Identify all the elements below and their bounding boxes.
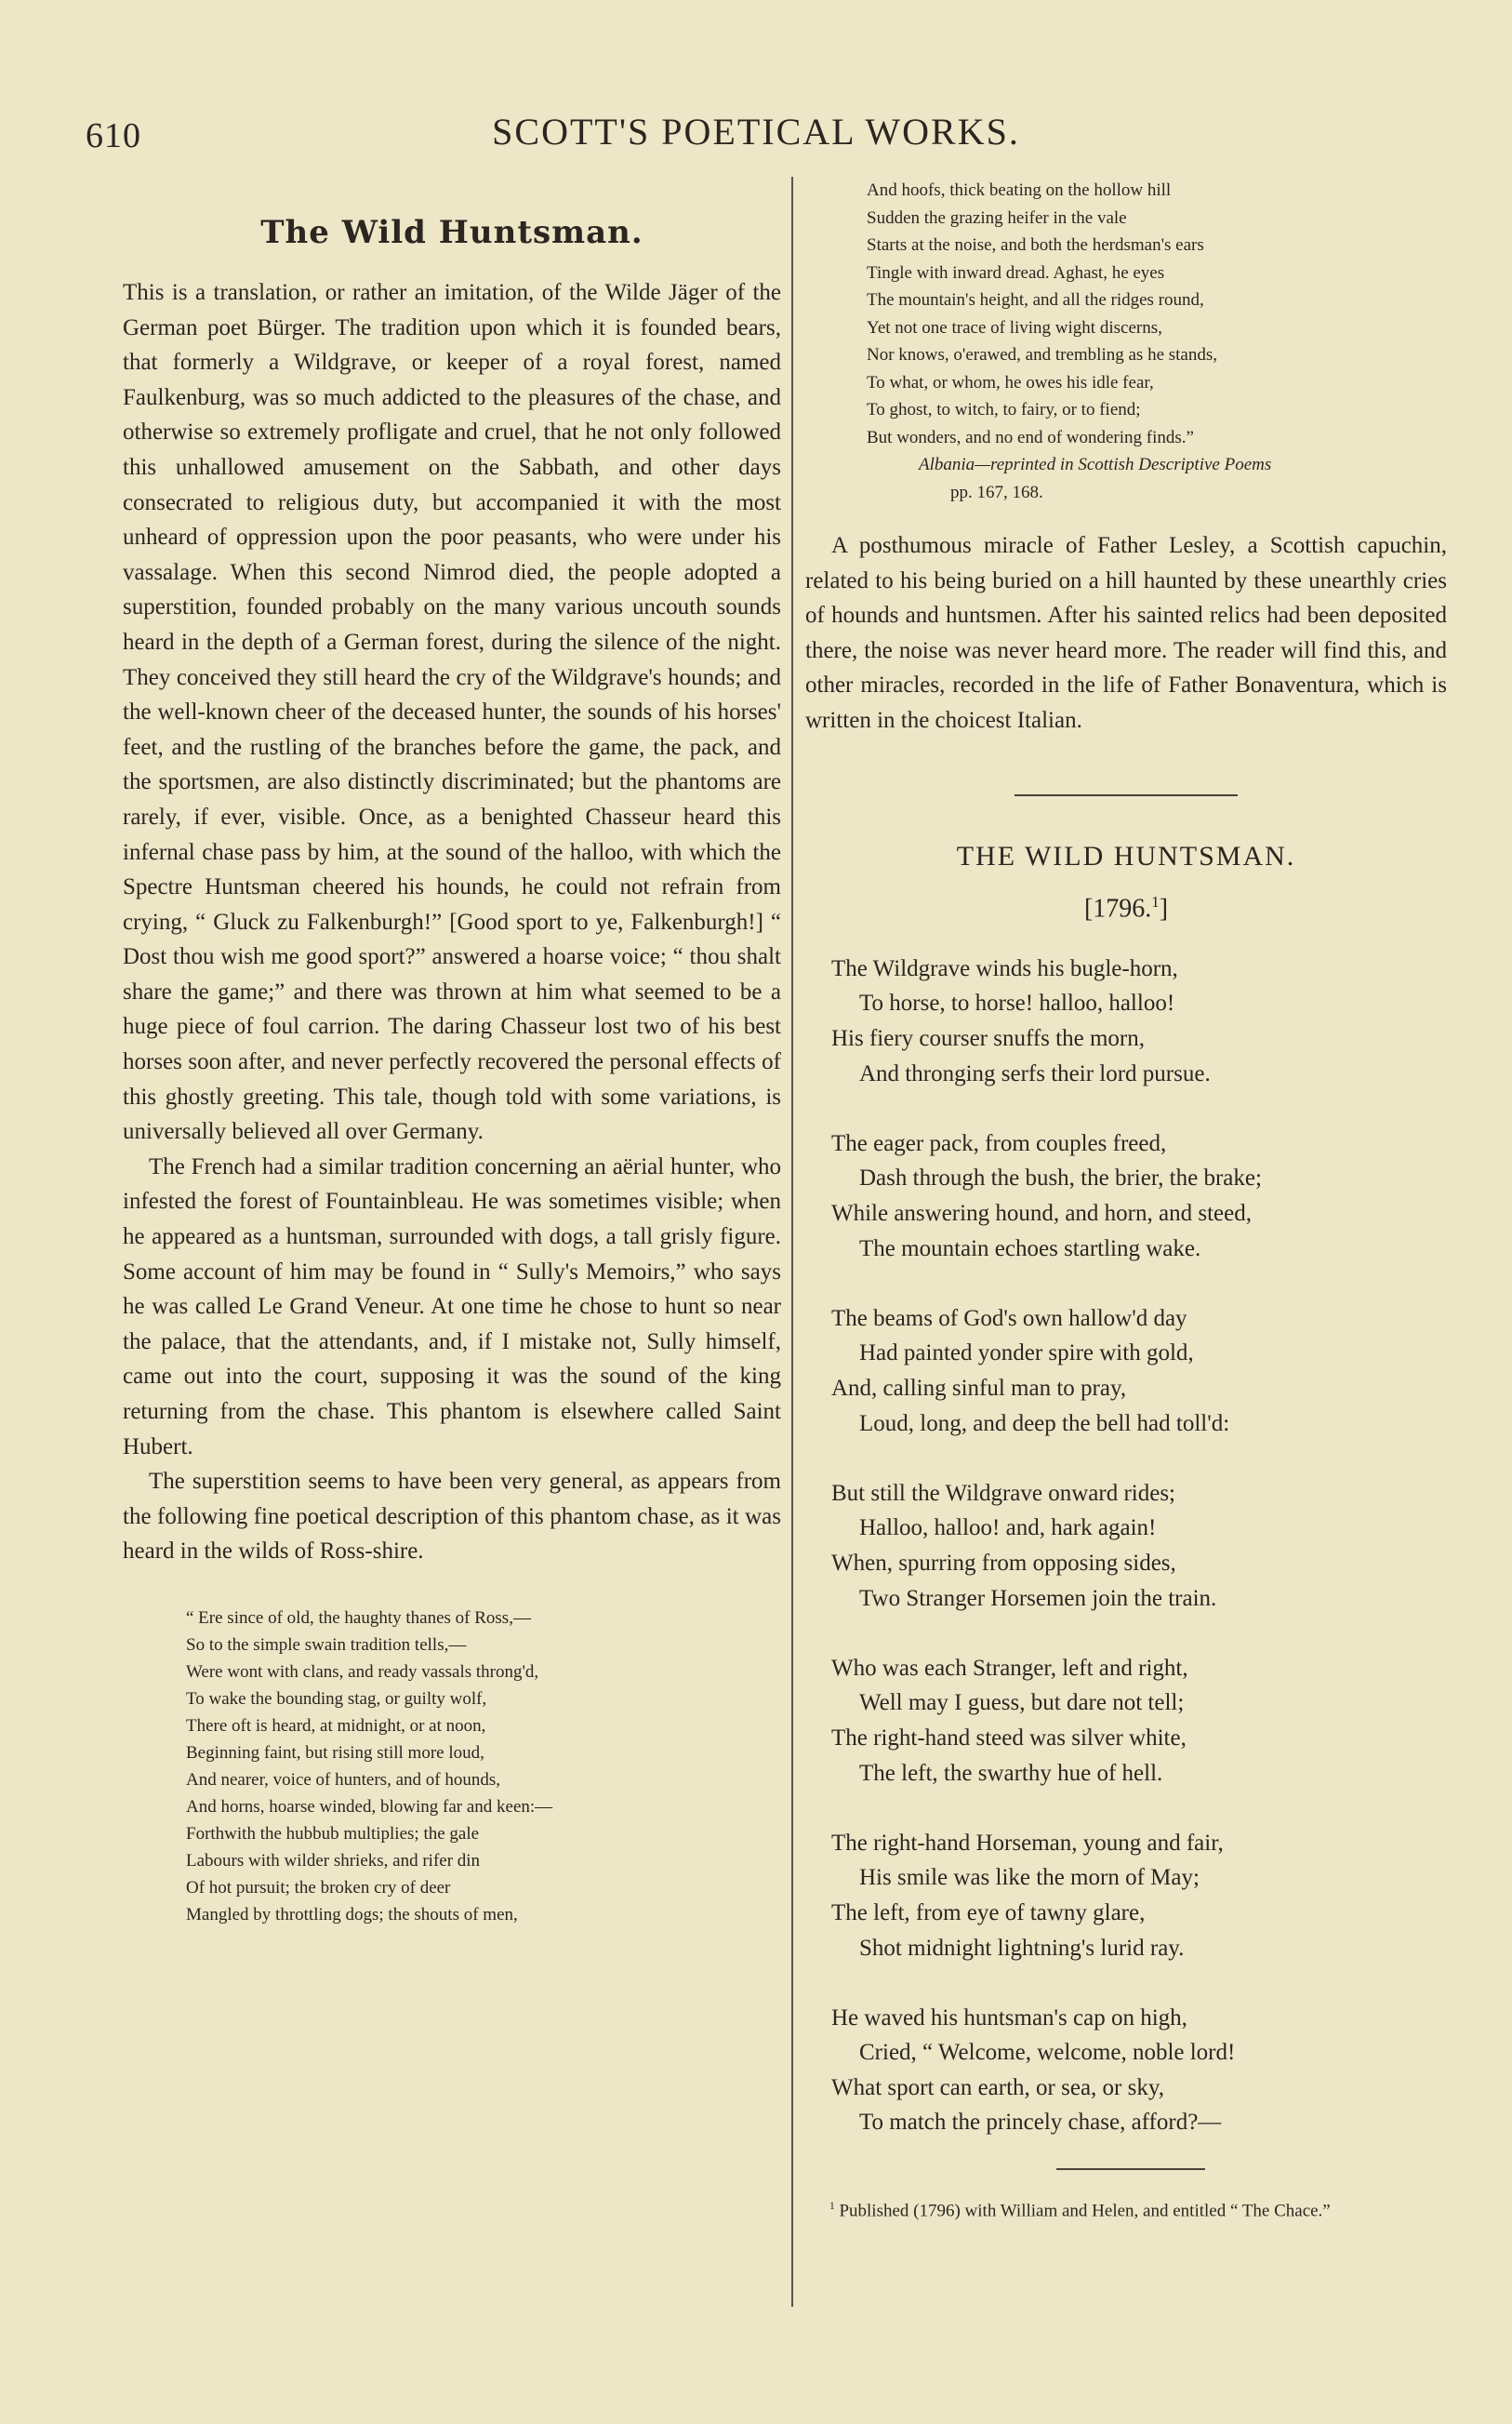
poem-stanza xyxy=(831,2001,1447,2140)
poem-title: THE WILD HUNTSMAN. xyxy=(956,840,1296,872)
poem-line: But still the Wildgrave onward rides; xyxy=(831,1480,1175,1506)
poem-line: The eager pack, from couples freed, xyxy=(831,1130,1167,1156)
quote-line: Labours with wilder shrieks, and rifer din xyxy=(186,1850,481,1871)
poem-line: Two Stranger Horsemen join the train. xyxy=(859,1585,1217,1611)
quote-source: Albania—reprinted in Scottish Descriptive Poems xyxy=(919,455,1272,474)
quote-line: And horns, hoarse winded, blowing far and keen:— xyxy=(186,1796,553,1817)
left-column xyxy=(123,195,781,1928)
poem-line: He waved his huntsman's cap on high, xyxy=(831,2004,1187,2031)
poem-line: Loud, long, and deep the bell had toll'd: xyxy=(859,1410,1230,1436)
quote-line: Forthwith the hubbub multiplies; the gale xyxy=(186,1823,480,1844)
poem-stanza xyxy=(831,1476,1447,1616)
poem-line: When, spurring from opposing sides, xyxy=(831,1550,1176,1576)
quote-line: There oft is heard, at midnight, or at noon, xyxy=(186,1715,486,1736)
poem-line: The beams of God's own hallow'd day xyxy=(831,1305,1187,1331)
poem-line: To horse, to horse! halloo, halloo! xyxy=(859,991,1175,1017)
right-column xyxy=(805,177,1447,2225)
column-divider xyxy=(791,177,793,2307)
quote-line: Starts at the noise, and both the herdsman's ears xyxy=(867,235,1204,255)
quote-line: To what, or whom, he owes his idle fear, xyxy=(867,372,1154,393)
poem-line: Had painted yonder spire with gold, xyxy=(859,1340,1194,1366)
closing-paragraph: A posthumous miracle of Father Lesley, a Scottish capuchin, related to his being buried on a hill haunted by these unearthly cries of hounds and huntsmen. After his sainted relics had been deposited there, the noise was never heard more. The reader will find this, and other miracles, recorded in the life of Father Bonaventura, which is written in the choicest Italian. xyxy=(805,533,1447,733)
poem-stanza xyxy=(831,1126,1447,1266)
essay-paragraph: The superstition seems to have been very general, as appears from the following fine poetical description of this phantom chase, as it was heard in the wilds of Ross-shire. xyxy=(123,1469,781,1565)
poem-line: Well may I guess, but dare not tell; xyxy=(859,1690,1185,1716)
poem-stanza xyxy=(831,1301,1447,1441)
poem-line: Shot midnight lightning's lurid ray. xyxy=(859,1935,1185,1961)
poem-stanza xyxy=(831,1826,1447,1965)
quote-line: Beginning faint, but rising still more loud, xyxy=(186,1742,484,1763)
quote-line: Nor knows, o'erawed, and trembling as he stands, xyxy=(867,345,1218,365)
quote-line: Of hot pursuit; the broken cry of deer xyxy=(186,1877,451,1898)
ross-quote xyxy=(186,1605,781,1928)
poem-line: The mountain echoes startling wake. xyxy=(859,1235,1201,1261)
essay-title: The Wild Huntsman. xyxy=(260,214,643,251)
running-title: SCOTT'S POETICAL WORKS. xyxy=(492,111,1020,153)
quote-source-pages: pp. 167, 168. xyxy=(950,482,1043,502)
ross-quote-continued xyxy=(867,177,1447,506)
poem-line: The right-hand steed was silver white, xyxy=(831,1725,1187,1751)
quote-line: And nearer, voice of hunters, and of hounds, xyxy=(186,1769,500,1790)
poem-line: Who was each Stranger, left and right, xyxy=(831,1655,1188,1681)
poem-line: Dash through the bush, the brier, the brake; xyxy=(859,1165,1262,1192)
poem-line: His fiery courser snuffs the morn, xyxy=(831,1026,1145,1052)
poem-line: What sport can earth, or sea, or sky, xyxy=(831,2074,1164,2100)
poem-date-text: [1796. xyxy=(1083,893,1152,923)
footnote-number: 1 xyxy=(829,2200,835,2212)
poem-body xyxy=(831,952,1447,2140)
poem-line: The right-hand Horseman, young and fair, xyxy=(831,1830,1224,1856)
poem-line: While answering hound, and horn, and steed, xyxy=(831,1201,1252,1227)
essay-paragraph: The French had a similar tradition concerning an aërial hunter, who infested the forest of Fountainbleau. He was sometimes visible; when he appeared as a huntsman, surrounded with dogs, a tall grisly figure. Some account of him may be found in “ Sully's Memoirs,” who says he was called Le Grand Veneur. At one time he chose to hunt so near the palace, that the attendants, and, if I mistake not, Sully himself, came out into the court, supposing it was the sound of the king returning from the chase. This phantom is elsewhere called Saint Hubert. xyxy=(123,1153,781,1459)
poem-line: His smile was like the morn of May; xyxy=(859,1865,1200,1891)
poem-line: The left, from eye of tawny glare, xyxy=(831,1899,1146,1925)
quote-line: So to the simple swain tradition tells,— xyxy=(186,1634,467,1655)
poem-line: And thronging serfs their lord pursue. xyxy=(859,1060,1211,1086)
quote-line: Sudden the grazing heifer in the vale xyxy=(867,207,1127,228)
essay-prose xyxy=(123,275,781,1569)
poem-line: Halloo, halloo! and, hark again! xyxy=(859,1515,1157,1541)
quote-line: To ghost, to witch, to fairy, or to fiend; xyxy=(867,400,1141,420)
section-rule xyxy=(1015,794,1238,796)
footnote-rule xyxy=(1056,2168,1205,2170)
quote-line: Tingle with inward dread. Aghast, he eyes xyxy=(867,262,1165,283)
page-number: 610 xyxy=(86,116,141,155)
poem-line: To match the princely chase, afford?— xyxy=(859,2110,1222,2136)
quote-line: The mountain's height, and all the ridges round, xyxy=(867,290,1204,310)
quote-line: Mangled by throttling dogs; the shouts of men, xyxy=(186,1904,518,1925)
quote-line: “ Ere since of old, the haughty thanes of Ross,— xyxy=(186,1607,531,1628)
quote-line: And hoofs, thick beating on the hollow hill xyxy=(867,180,1172,200)
poem-stanza xyxy=(831,1651,1447,1791)
poem-line: Cried, “ Welcome, welcome, noble lord! xyxy=(859,2040,1236,2066)
essay-paragraph: This is a translation, or rather an imitation, of the Wilde Jäger of the German poet Bürger. The tradition upon which it is founded bears, that formerly a Wildgrave, or keeper of a royal forest, named Faulkenburg, was so much addicted to the pleasures of the chase, and otherwise so extremely profligate and cruel, that he not only followed this unhallowed amusement on the Sabbath, and other days consecrated to religious duty, but accompanied it with the most unheard of oppression upon the poor peasants, who were under his vassalage. When this second Nimrod died, the people adopted a superstition, founded probably on the many various uncouth sounds heard in the depth of a German forest, during the silence of the night. They conceived they still heard the cry of the Wildgrave's hounds; and the well-known cheer of the deceased hunter, the sounds of his horses' feet, and the rustling of the branches before the game, the pack, and the sportsmen, are also distinctly discriminated; but the phantoms are rarely, if ever, visible. Once, as a benighted Chasseur heard this infernal chase pass by him, at the sound of the halloo, with which the Spectre Huntsman cheered his hounds, he could not refrain from crying, “ Gluck zu Falkenburgh!” [Good sport to ye, Falkenburgh!] “ Dost thou wish me good sport?” answered a hoarse voice; “ thou shalt share the game;” and there was thrown at him what seemed to be a huge piece of foul carrion. The daring Chasseur lost two of his best horses soon after, and never perfectly recovered the personal effects of this ghostly greeting. This tale, though told with some variations, is universally believed all over Germany. xyxy=(123,280,781,1145)
poem-line: The Wildgrave winds his bugle-horn, xyxy=(831,955,1178,981)
poem-date: [1796.$^1$] xyxy=(1083,892,1169,923)
poem-stanza xyxy=(831,952,1447,1091)
quote-line: Were wont with clans, and ready vassals throng'd, xyxy=(186,1661,539,1682)
quote-line: Yet not one trace of living wight discerns, xyxy=(867,317,1162,338)
quote-line: But wonders, and no end of wondering finds.” xyxy=(867,427,1194,447)
footnote-text: Published (1796) with William and Helen, and entitled “ The Chace.” xyxy=(839,2201,1331,2220)
poem-line: The left, the swarthy hue of hell. xyxy=(859,1760,1163,1786)
footnote xyxy=(829,2192,1447,2225)
quote-line: To wake the bounding stag, or guilty wolf, xyxy=(186,1688,487,1709)
footnote-mark: 1 xyxy=(1151,892,1160,911)
poem-line: And, calling sinful man to pray, xyxy=(831,1376,1127,1402)
